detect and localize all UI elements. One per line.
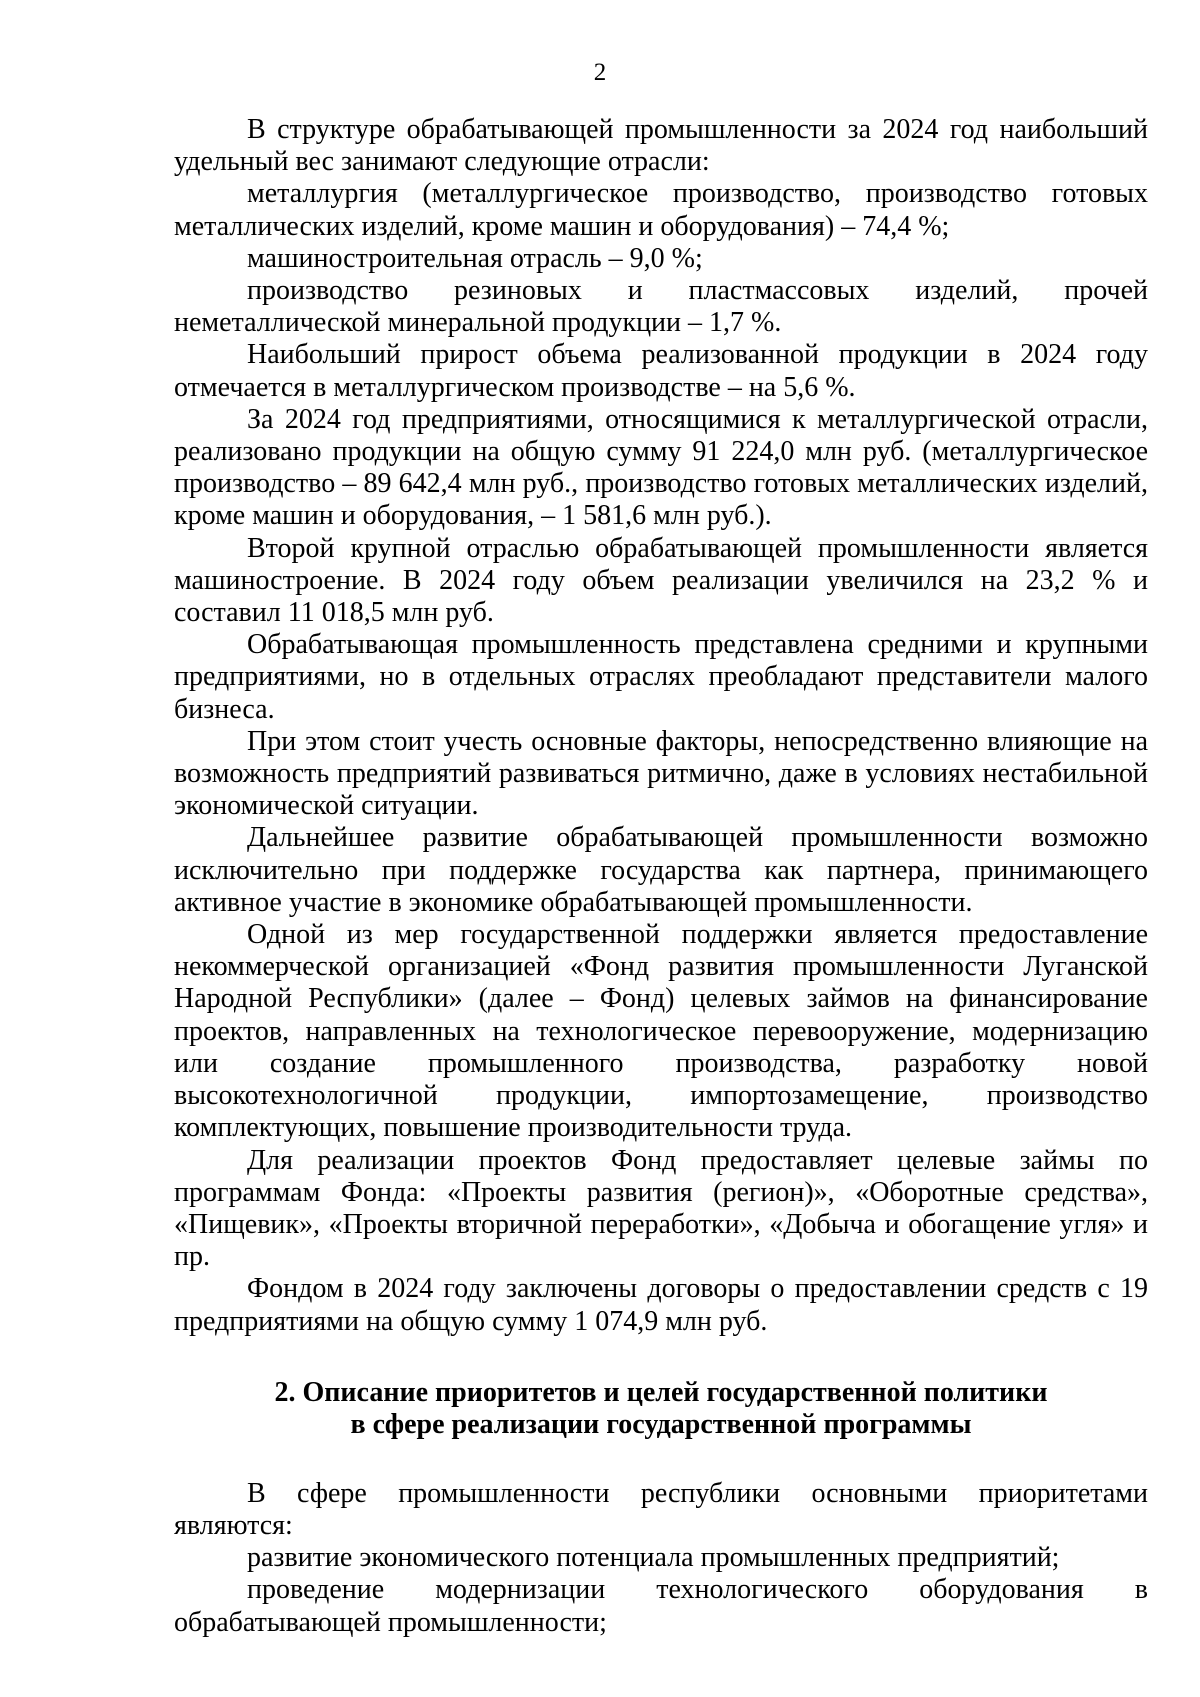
section-heading [174, 1377, 1148, 1441]
paragraph: При этом стоит учесть основные факторы, непосредственно влияющие на возможность предприятий развиваться ритмично, даже в условиях нестабильной экономической ситуации. [174, 725, 1148, 822]
document-body [174, 114, 1148, 1639]
paragraph: Для реализации проектов Фонд предоставляет целевые займы по программам Фонда: «Проекты развития (регион)», «Оборотные средства», «Пищевик», «Проекты вторичной переработки», «Добыча и обогащение угля» и пр. [174, 1144, 1148, 1273]
paragraph: Одной из мер государственной поддержки является предоставление некоммерческой организацией «Фонд развития промышленности Луганской Народной Республики» (далее – Фонд) целевых займов на финансирование проектов, направленных на технологическое перевооружение, модернизацию или создание промышленного производства, разработку новой высокотехнологичной продукции, импортозамещение, производство комплектующих, повышение производительности труда. [174, 919, 1148, 1144]
paragraph: За 2024 год предприятиями, относящимися к металлургической отрасли, реализовано продукции на общую сумму 91 224,0 млн руб. (металлургическое производство – 89 642,4 млн руб., производство готовых металлических изделий, кроме машин и оборудования, – 1 581,6 млн руб.). [174, 403, 1148, 532]
list-item-metallurgy: металлургия (металлургическое производство, производство готовых металлических изделий, кроме машин и оборудования) – 74,4 %; [174, 178, 1148, 242]
paragraph: Второй крупной отраслью обрабатывающей промышленности является машиностроение. В 2024 году объем реализации увеличился на 23,2 % и составил 11 018,5 млн руб. [174, 532, 1148, 629]
page-number: 2 [593, 59, 607, 86]
paragraph: В сфере промышленности республики основными приоритетами являются: [174, 1477, 1148, 1541]
list-item: проведение модернизации технологического оборудования в обрабатывающей промышленности; [174, 1574, 1148, 1638]
section-heading-line: 2. Описание приоритетов и целей государственной политики [274, 1376, 1048, 1408]
paragraph: Наибольший прирост объема реализованной продукции в 2024 году отмечается в металлургическом производстве – на 5,6 %. [174, 339, 1148, 403]
list-item-machine-building: машиностроительная отрасль – 9,0 %; [247, 242, 703, 274]
paragraph: Обрабатывающая промышленность представлена средними и крупными предприятиями, но в отдельных отраслях преобладают представители малого бизнеса. [174, 629, 1148, 725]
list-item: развитие экономического потенциала промышленных предприятий; [247, 1542, 1060, 1574]
paragraph: Дальнейшее развитие обрабатывающей промышленности возможно исключительно при поддержке государства как партнера, принимающего активное участие в экономике обрабатывающей промышленности. [174, 822, 1148, 918]
section-heading-line: в сфере реализации государственной программы [350, 1408, 972, 1440]
paragraph: Фондом в 2024 году заключены договоры о предоставлении средств с 19 предприятиями на общую сумму 1 074,9 млн руб. [174, 1273, 1148, 1337]
paragraph: В структуре обрабатывающей промышленности за 2024 год наибольший удельный вес занимают следующие отрасли: [174, 114, 1148, 178]
list-item-rubber-plastics: производство резиновых и пластмассовых изделий, прочей неметаллической минеральной продукции – 1,7 %. [174, 275, 1148, 339]
